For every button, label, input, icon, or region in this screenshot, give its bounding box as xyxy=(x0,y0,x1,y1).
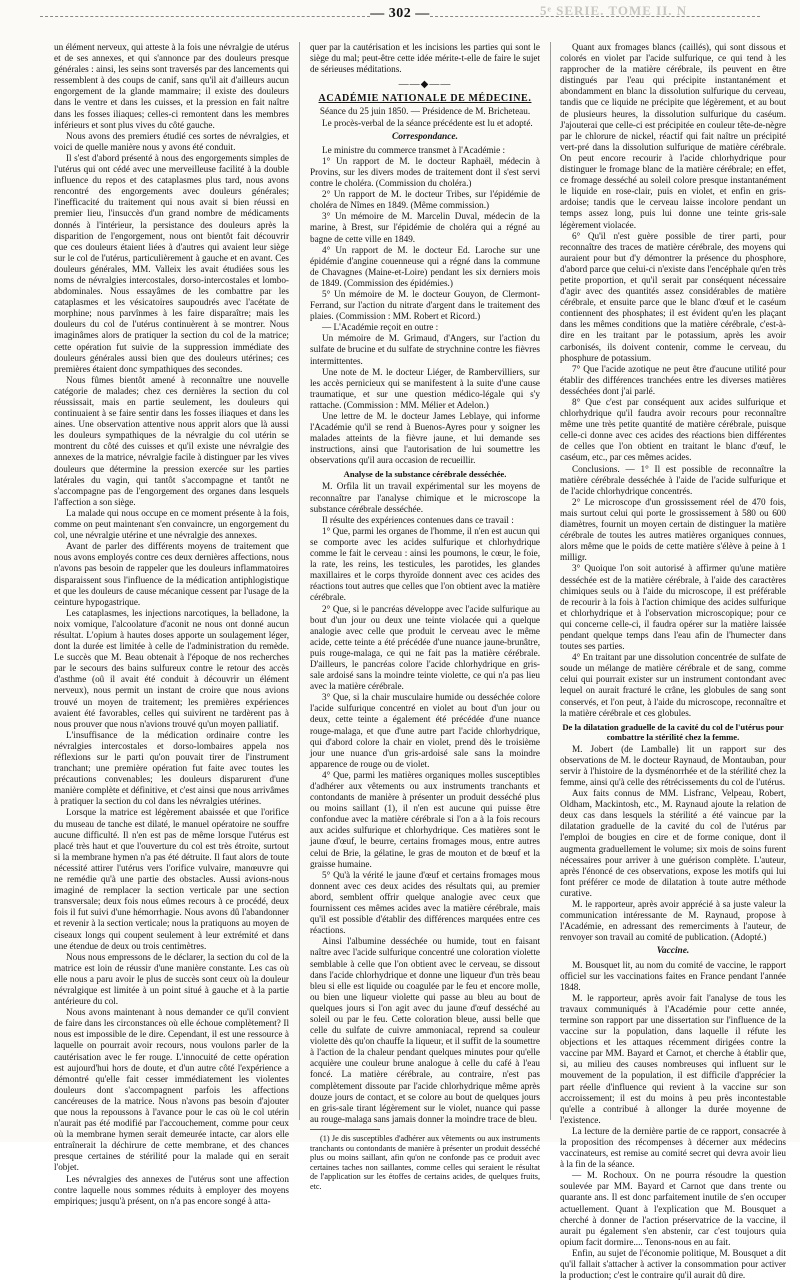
paragraph: 4° Un rapport de M. le docteur Ed. Laroche sur une épidémie d'angine couenneuse qui a régné dans la commune de Chavagnes (Maine-et-Loire) pendant les six derniers mois de 1849. (Commission des épidémies.) xyxy=(310,244,540,288)
paragraph: Aux faits connus de MM. Lisfranc, Velpeau, Robert, Oldham, Mackintosh, etc., M. Raynaud ajoute la relation de deux cas dans lesquels la stérilité a été vaincue par la dilatation graduelle de la cavité du col de l'utérus par l'emploi de bougies en cire et de forme conique, dont il augmenta graduellement le volume; six mois de soins furent nécessaires pour arriver à une guérison complète. L'auteur, après l'énoncé de ces observations, expose les motifs qui lui font préférer ce mode de dilatation à toute autre méthode curative. xyxy=(560,788,786,898)
paragraph: — L'Académie reçoit en outre : xyxy=(322,322,439,333)
paragraph: 8° Que c'est par conséquent aux acides sulfurique et chlorhydrique qu'il faudra avoir recours pour reconnaître même une très petite quantité de matière cérébrale, puisque celle-ci donne avec ces acides des réactions bien différentes de celles que l'on obtient en traitant le blanc d'œuf, le caséum, etc., par ces mêmes acides. xyxy=(560,397,786,463)
paragraph: Les névralgies des annexes de l'utérus sont une affection contre laquelle nous sommes réduits à employer des moyens empiriques; jusqu'à présent, on n'a pas encore songé à atta- xyxy=(54,1173,289,1206)
paragraph: M. Jobert (de Lamballe) lit un rapport sur des observations de M. le docteur Raynaud, de Montauban, pour servir à l'histoire de la dysménorrhée et de la stérilité chez la femme, ainsi qu'à celle des rétrécissements du col de l'utérus. xyxy=(560,743,786,787)
column-rule-2 xyxy=(550,42,551,1120)
paragraph: — M. Rochoux. On ne pourra résoudre la question soulevée par MM. Bayard et Carnot que dans trente ou quarante ans. Il est donc parfaitement inutile de s'en occuper actuellement. Quant à l'explication que M. Bousquet a cherché à donner de l'action préservatrice de la vaccine, il aurait pu également s'en abstenir, car c'est toujours quia opium facit dormire.... Tenons-nous en au fait. xyxy=(560,1170,786,1247)
page-number: — 302 — xyxy=(370,6,430,21)
paragraph: 6° Qu'il n'est guère possible de tirer parti, pour reconnaître des traces de matière cérébrale, des moyens qui auraient pour but d'y démontrer la présence du phosphore, d'abord parce que celui-ci n'existe dans l'encéphale qu'en très petite proportion, et qu'il serait par conséquent nécessaire d'agir avec des quantités assez considérables de matière cérébrale, et ensuite parce que le blanc d'œuf et le caséum contiennent des phosphates; il est évident qu'en les plaçant dans les mêmes conditions que la matière cérébrale, c'est-à-dire en les traitant par le potassium, après les avoir carbonisés, ils doivent contenir, comme le cerveau, du phosphure de potassium. xyxy=(560,230,786,363)
paragraph: Nous avons des premiers étudié ces sortes de névralgies, et voici de quelle manière nous y avons été conduit. xyxy=(54,130,289,152)
paragraph: 5° Un mémoire de M. le docteur Gouyon, de Clermont-Ferrand, sur l'action du nitrate d'argent dans le traitement des plaies. (Commission : MM. Robert et Ricord.) xyxy=(310,288,540,322)
minutes-line: Le procès-verbal de la séance précédente est lu et adopté. xyxy=(322,117,533,128)
paragraph: 2° Un rapport de M. le docteur Tribes, sur l'épidémie de choléra de Nîmes en 1849. (Même commission.) xyxy=(310,189,540,211)
session-line: Séance du 25 juin 1850. — Présidence de M. Bricheteau. xyxy=(319,106,531,117)
paragraph: Nous nous empressons de le déclarer, la section du col de la matrice est loin de réussir d'une manière constante. Les cas où elle nous a paru avoir le plus de succès sont ceux où la douleur névralgique est limitée à un point situé à gauche et à la partie antérieure du col. xyxy=(54,951,289,1007)
header-rule-left xyxy=(40,16,370,17)
paragraph: Lorsque la matrice est légèrement abaissée et que l'orifice du museau de tanche est dilaté, le manuel opératoire ne souffre aucune difficulté. Il n'en est pas de même lorsque l'utérus est placé très haut et que l'ouverture du col est très étroite, surtout si la membrane hymen n'a pas été détruite. Il faut alors de toute nécessité attirer l'utérus vers l'orifice vulvaire, manœuvre qui ne remédie qu'à une partie des obstacles. Aussi avions-nous imaginé de remplacer la section verticale par une section transversale; deux fois nous eûmes recours à ce procédé, deux fois il fut suivi d'une hémorrhagie. Nous avons dû l'abandonner et revenir à la section verticale; nous la pratiquons au moyen de ciseaux longs qui coupent seulement à leur extrémité et dans une étendue de deux ou trois centimètres. xyxy=(54,807,289,951)
correspondence-heading: Correspondance. xyxy=(392,131,458,142)
dilatation-heading: De la dilatation graduelle de la cavité du col de l'utérus pour combattre la stérilité chez la femme. xyxy=(562,721,784,742)
footnote: (1) Je dis susceptibles d'adhérer aux vêtements ou aux instruments tranchants ou contondants de manière à présenter un produit desséché plus ou moins saillant, afin qu'on ne confonde pas ce produit avec certaines taches non saillantes, comme celles qui seraient le résultat de l'application sur les étoffes de certains acides, de quelques fruits, etc. xyxy=(310,1133,540,1191)
paragraph: 7° Que l'acide azotique ne peut être d'aucune utilité pour établir des différences tranchées entre les diverses matières desséchées dont j'ai parlé. xyxy=(560,363,786,396)
paragraph: 4° En traitant par une dissolution concentrée de sulfate de soude un mélange de matière cérébrale et de sang, comme celui qui pourrait exister sur un instrument contondant avec lequel on aurait fracturé le crâne, les globules de sang sont conservés, et l'on peut, à l'aide du microscope, reconnaître et la matière cérébrale et ces globules. xyxy=(560,652,786,718)
running-header xyxy=(40,3,760,30)
paragraph: Une note de M. le docteur Liéger, de Rambervilliers, sur les accès pernicieux qui se manifestent à la suite d'une cause traumatique, et sur une question médico-légale qui s'y rattache. (Commission : MM. Mélier et Adelon.) xyxy=(310,366,540,410)
footnote-rule xyxy=(310,1129,380,1130)
paragraph: 3° Un mémoire de M. Marcelin Duval, médecin de la marine, à Brest, sur l'épidémie de choléra qui a régné au bagne de cette ville en 1849. xyxy=(310,211,540,244)
paragraph: Avant de parler des différents moyens de traitement que nous avons employés contre ces deux dernières affections, nous n'avons pas besoin de rappeler que les douleurs inflammatoires disparaissent sous l'influence de la médication antiphlogistique et que les douleurs de cause mécanique cessent par l'usage de la ceinture hypogastrique. xyxy=(54,541,289,607)
paragraph: M. le rapporteur, après avoir apprécié à sa juste valeur la communication intéressante de M. Raynaud, propose à l'Académie, en adressant des remerciments à l'auteur, de renvoyer son travail au comité de publication. (Adopté.) xyxy=(560,899,786,943)
paragraph: La lecture de la dernière partie de ce rapport, consacrée à la proposition des récompenses à décerner aux médecins vaccinateurs, est remise au comité secret qui devra avoir lieu à la fin de la séance. xyxy=(560,1125,786,1170)
paragraph: 4° Que, parmi les matières organiques molles susceptibles d'adhérer aux vêtements ou aux instruments tranchants et contondants de manière à présenter un produit desséché plus ou moins saillant (1), il n'en est aucune qui puisse être confondue avec la matière cérébrale si l'on a à la fois recours aux acides sulfurique et chlorhydrique. Ces matières sont le jaune d'œuf, le beurre, certains fromages mous, entre autres celui de Brie, la gélatine, le gras de mouton et de bœuf et la graisse humaine. xyxy=(310,769,540,869)
paragraph: Conclusions. — 1° Il est possible de reconnaître la matière cérébrale desséchée à l'aide de l'acide sulfurique et de l'acide chlorhydrique concentrés. xyxy=(560,463,786,496)
paragraph: Il résulte des expériences contenues dans ce travail : xyxy=(322,514,514,525)
column-1 xyxy=(54,42,289,1206)
paragraph: 2° Le microscope d'un grossissement réel de 470 fois, mais surtout celui qui porte le grossissement à 580 ou 600 diamètres, fournit un moyen certain de distinguer la matière cérébrale de toutes les autres matières organiques connues, alors même que le poids de cette matière s'élève à peine à 1 milligr. xyxy=(560,496,786,563)
paragraph: Les cataplasmes, les injections narcotiques, la belladone, la noix vomique, l'alcoolature d'aconit ne nous ont donné aucun résultat. L'opium à hautes doses apporte un soulagement léger, dont la durée est limitée à celle de l'administration du remède. Le succès que M. Beau obtenait à l'époque de nos recherches par le secours des bains sulfureux contre le retour des accès d'asthme (oû il avait été conduit à découvrir un élément nerveux), nous permit un instant de croire que nous avions trouvé un moyen de traitement; les premières expériences avaient été favorables, celles qui suivirent ne tardèrent pas à nous prouver que nous n'avions trouvé qu'un moyen palliatif. xyxy=(54,607,289,729)
vaccine-heading: Vaccine. xyxy=(656,946,690,957)
paragraph: M. le rapporteur, après avoir fait l'analyse de tous les travaux communiqués à l'Académie pour cette année, termine son rapport par une dissertation sur l'influence de la vaccine sur la population, dans laquelle il réfute les objections et les attaques récemment dirigées contre la vaccine par MM. Bayard et Carnot, et cherche à établir que, si, au milieu des causes nombreuses qui influent sur le mouvement de la population, il est difficile d'apprécier la part réelle d'influence qui revient à la vaccine sur son accroissement; il est du moins à peu près incontestable qu'elle a contribué à allonger la durée moyenne de l'existence. xyxy=(560,992,786,1125)
paragraph: Enfin, au sujet de l'économie politique, M. Bousquet a dit qu'il fallait s'attacher à activer la consommation pour activer la production; c'est le contraire qu'il aurait dû dire. xyxy=(560,1247,786,1281)
section-ornament: ——◆—— xyxy=(398,79,452,91)
paragraph: Ainsi l'albumine desséchée ou humide, tout en faisant naître avec l'acide sulfurique concentré une coloration violette semblable à celle que l'on obtient avec le cerveau, se dissout dans l'acide chlorhydrique et donne une liqueur d'un très beau bleu si elle est liquide ou coagulée par le feu et encore molle, ou bien une liqueur violette qui passe au bleu au bout de quelques jours si l'on agit avec du jaune d'œuf desséché au soleil ou par le feu. Cette coloration bleue, aussi belle que celle du sulfate de cuivre ammoniacal, reprend sa couleur violette dès qu'on chauffe la liqueur, et il suffit de la soumettre à l'action de la chaleur pendant quelques minutes pour qu'elle acquière une couleur brune analogue à celle du café à l'eau foncé. La matière cérébrale, au contraire, n'est pas complètement dissoute par l'acide chlorhydrique même après douze jours de contact, et se colore au bout de quelques jours en gris-sale tirant légèrement sur le violet, nuance qui passe au rouge-malaga sans jamais donner la moindre trace de bleu. xyxy=(310,936,540,1124)
paragraph: Nous avons maintenant à nous demander ce qu'il convient de faire dans les circonstances où elle échoue complètement? Il nous est impossible de le dire. Cependant, il est une ressource à laquelle on pourrait avoir recours, nous voulons parler de la cautérisation avec le fer rouge. L'innocuité de cette opération est aujourd'hui hors de doute, et d'un autre côté l'expérience a démontré qu'elle fait cesser immédiatement les violentes douleurs dont s'accompagnent parfois les affections cancéreuses de la matrice. Nous n'avons pas besoin d'ajouter que nous la repoussons à l'avance pour le cas où le col utérin n'aurait pas été modifié par l'accouchement, comme pour ceux où la membrane hymen serait demeurée intacte, car alors elle entraînerait la déchirure de cette membrane, et des chances presque certaines de stérilité pour la malade qui en serait l'objet. xyxy=(54,1007,289,1173)
paragraph: 1° Un rapport de M. le docteur Raphaël, médecin à Provins, sur les divers modes de traitement dont il s'est servi contre le choléra. (Commission du choléra.) xyxy=(310,155,540,189)
paragraph: Le ministre du commerce transmet à l'Académie : xyxy=(322,144,506,155)
paragraph: Nous fûmes bientôt amené à reconnaître une nouvelle catégorie de malades; chez ces dernières la section du col réussissait, mais en partie seulement, les douleurs qui continuaient à se faire sentir dans les fosses iliaques et dans les aines. Une observation attentive nous apprit alors que là aussi les douleurs sympathiques de la névralgie du col utérin se montrent du côté des cuisses et qu'il existe une névralgie des annexes de la matrice, névralgie facile à distinguer par les vives douleurs que détermine la pression exercée sur les parties latérales du vagin, qui tantôt s'accompagne et tantôt ne s'accompagne pas de l'engorgement des organes dans lesquels l'affection a son siège. xyxy=(54,374,289,507)
paragraph: M. Orfila lit un travail expérimental sur les moyens de reconnaître par l'analyse chimique et le microscope la substance cérébrale desséchée. xyxy=(310,481,540,514)
analysis-heading: Analyse de la substance cérébrale desséchée. xyxy=(343,469,507,480)
paragraph: Quant aux fromages blancs (caillés), qui sont dissous et colorés en violet par l'acide sulfurique, ce qui tend à les rapprocher de la matière cérébrale, ils peuvent en être distingués par l'eau qui précipite instantanément et abondamment en blanc la dissolution sulfurique du cerveau, tandis que ce liquide ne précipite que légèrement, et au bout de plusieurs heures, la dissolution sulfurique du caséum. J'ajouterai que celle-ci est précipitée en couleur tête-de-nègre par le chlorure de nickel, réactif qui fait naître un précipité vert-pré dans la dissolution sulfurique de matière cérébrale. On peut encore recourir à l'acide chlorhydrique pour distinguer le fromage blanc de la matière cérébrale; en effet, ce fromage desséché au soleil colore presque instantanément le liquide en rose-clair, puis en violet, et enfin en gris-ardoise; tandis que le cerveau laisse incolore pendant un temps assez long, puis lui donne une teinte gris-sale légèrement violacée. xyxy=(560,42,786,230)
column-3 xyxy=(560,42,786,1281)
paragraph: 2° Que, si le pancréas développe avec l'acide sulfurique au bout d'un jour ou deux une teinte violacée qui a quelque analogie avec celle que produit le cerveau avec le même acide, cette teinte a été précédée d'une nuance jaune-brunâtre, puis rouge-malaga, ce qui ne fait pas la matière cérébrale. D'ailleurs, le pancréas colore l'acide chlorhydrique en gris-sale ardoisé sans la moindre teinte violette, ce qui n'a pas lieu avec la matière cérébrale. xyxy=(310,603,540,692)
paragraph: La malade qui nous occupe en ce moment présente à la fois, comme on peut maintenant s'en convaincre, un engorgement du col, une névralgie utérine et une névralgie des annexes. xyxy=(54,507,289,541)
column-rule-1 xyxy=(299,42,300,1120)
paragraph: 1° Que, parmi les organes de l'homme, il n'en est aucun qui se comporte avec les acides sulfurique et chlorhydrique comme le fait le cerveau : ainsi les poumons, le cœur, le foie, la rate, les reins, les testicules, les parotides, les glandes maxillaires et le corps thyroïde donnent avec ces acides des réactions tout autres que celles que l'on obtient avec la matière cérébrale. xyxy=(310,525,540,603)
paragraph: un élément nerveux, qui atteste à la fois une névralgie de utérus et de ses annexes, et qui s'annonce par des douleurs presque générales : ainsi, les seins sont traversés par des lancements qui ressemblent à des coups de canif, sans qu'il ait d'ailleurs aucun engorgement de la glande mammaire; il existe des douleurs dans le ventre et dans les cuisses, et la pression en fait naître dans les fosses iliaques; celles-ci remontent dans les membres inférieurs et sont plus vives du côté gauche. xyxy=(54,42,289,130)
paragraph: quer par la cautérisation et les incisions les parties qui sont le siège du mal; peut-être cette idée mérite-t-elle de faire le sujet de sérieuses méditations. xyxy=(310,42,540,75)
paragraph: Une lettre de M. le docteur James Leblaye, qui informe l'Académie qu'il se rend à Buenos-Ayres pour y soigner les malades atteints de la fièvre jaune, et lui demande ses instructions, ainsi que l'autorisation de lui soumettre les observations qu'il aura occasion de recueillir. xyxy=(310,411,540,466)
academy-heading: ACADÉMIE NATIONALE DE MÉDECINE. xyxy=(318,93,532,105)
paragraph: Un mémoire de M. Grimaud, d'Angers, sur l'action du sulfate de brucine et du sulfate de strychnine contre les fièvres intermittentes. xyxy=(310,333,540,366)
paragraph: 3° Que, si la chair musculaire humide ou desséchée colore l'acide sulfurique concentré en violet au bout d'un jour ou deux, cette teinte a également été précédée d'une nuance rouge-malaga, et que d'une autre part l'acide chlorhydrique, qui d'abord colore la chair en violet, prend dès le troisième jour une nuance d'un gris-ardoisé sale sans la moindre apparence de rouge ou de violet. xyxy=(310,692,540,769)
paragraph: 3° Quoique l'on soit autorisé à affirmer qu'une matière desséchée est de la matière cérébrale, à l'aide des caractères chimiques seuls ou à l'aide du microscope, il est préférable de recourir à la fois à l'action chimique des acides sulfurique et chlorhydrique et à l'observation microscopique; pour ce qui concerne celle-ci, il faudra opérer sur la matière laissée pendant quelque temps dans l'eau afin de l'humecter dans toutes ses parties. xyxy=(560,563,786,652)
paragraph: M. Bousquet lit, au nom du comité de vaccine, le rapport officiel sur les vaccinations faites en France pendant l'année 1848. xyxy=(560,959,786,992)
show-through-text: 5ᵉ SERIE. TOME II. N xyxy=(540,3,688,18)
column-2 xyxy=(310,42,540,1191)
paragraph: L'insuffisance de la médication ordinaire contre les névralgies intercostales et dorso-lombaires appela nos réflexions sur le parti qu'on pouvait tirer de l'instrument tranchant; une première opération fut faite avec toutes les précautions convenables; les douleurs disparurent d'une manière complète et définitive, et c'est ainsi que nous arrivâmes à pratiquer la section du col dans les névralgies utérines. xyxy=(54,729,289,807)
paragraph: 5° Qu'à la vérité le jaune d'œuf et certains fromages mous donnent avec ces deux acides des résultats qui, au premier abord, semblent offrir quelque analogie avec ceux que fournissent ces mêmes acides avec la matière cérébrale, mais qu'il est possible d'établir des différences marquées entre ces réactions. xyxy=(310,869,540,936)
paragraph: Il s'est d'abord présenté à nous des engorgements simples de l'utérus qui ont cédé avec une merveilleuse facilité à la double influence du repos et des cataplasmes plus tard, nous avons rencontré des engorgements avec douleurs générales; l'inefficacité du traitement qui nous avait si bien réussi en premier lieu, l'insuccès d'un grand nombre de médicaments donnés à l'intérieur, la persistance des douleurs après la disparition de l'engorgement, nous ont bientôt fait découvrir que ces douleurs étaient liées à d'autres qui avaient leur siège sur le col de l'utérus, particulièrement à gauche et en avant. Ces douleurs générales, MM. Valleix les avait étudiées sous les noms de névralgies intercostales, dorso-intercostales et lombo-abdominales. Nous essayâmes de les combattre par les cataplasmes et les vésicatoires saupoudrés avec l'acétate de morphine; nous parvînmes à les faire disparaître; mais les douleurs du col de l'utérus continuèrent à se montrer. Nous imaginâmes alors de pratiquer la section du col de la matrice; cette opération fut suivie de la suppression immédiate des douleurs générales aussi bien que des douleurs utérines; ces premières étaient donc sympathiques des secondes. xyxy=(54,152,289,374)
